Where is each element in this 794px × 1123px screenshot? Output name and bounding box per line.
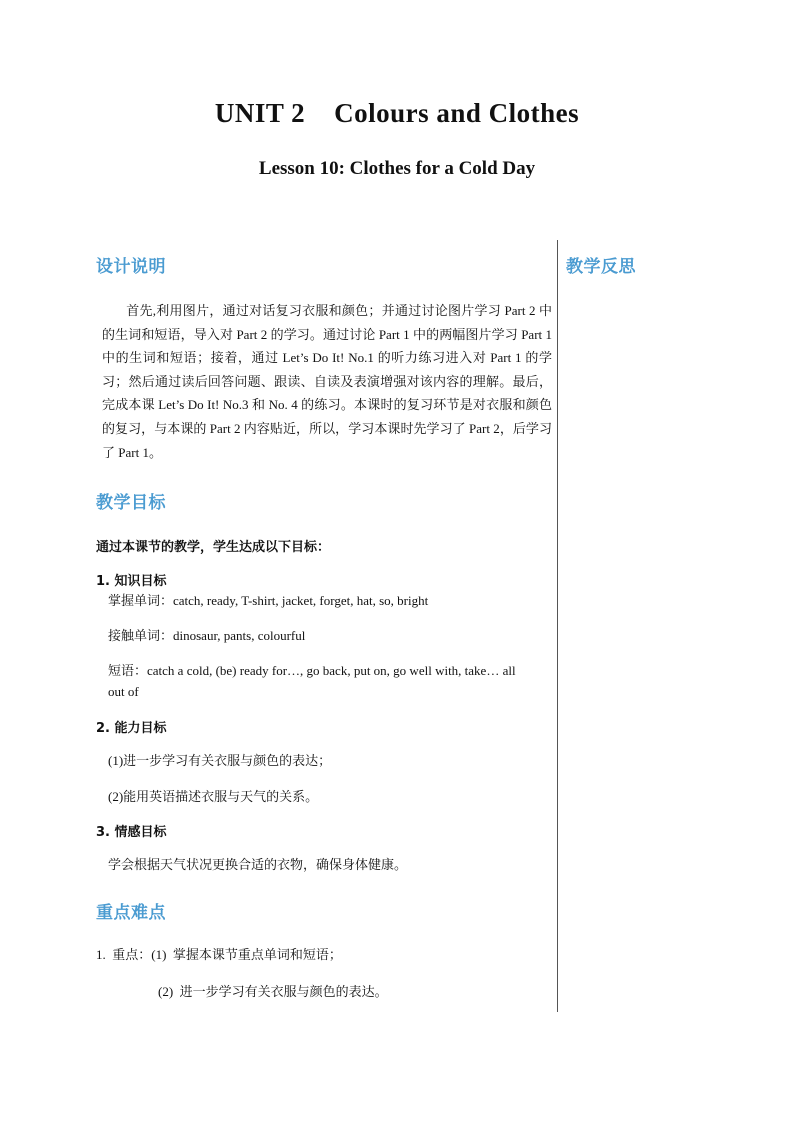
key-points-heading: 重点难点 [96,903,166,923]
emotion-heading: 3. 情感目标 [96,825,167,840]
column-divider [557,240,558,1012]
design-heading: 设计说明 [96,257,166,277]
ability-item-2: (2)能用英语描述衣服与天气的关系。 [108,789,319,804]
knowledge-phrases-line2: out of [108,684,139,699]
ability-item-1: (1)进一步学习有关衣服与颜色的表达； [108,753,332,768]
knowledge-contact: 接触单词：dinosaur, pants, colourful [108,628,306,643]
goals-heading: 教学目标 [96,493,166,513]
emotion-text: 学会根据天气状况更换合适的衣物，确保身体健康。 [108,857,408,872]
design-paragraph [102,299,552,464]
unit-title: UNIT 2 Colours and Clothes [214,98,580,128]
knowledge-heading: 1. 知识目标 [96,574,167,589]
goals-intro: 通过本课节的教学，学生达成以下目标： [96,540,331,555]
knowledge-phrases-line1: 短语：catch a cold, (be) ready for…, go back, put on, go well with, take… all [108,663,516,678]
key-point-1: 1. 重点：(1) 掌握本课节重点单词和短语； [96,947,342,962]
knowledge-master: 掌握单词：catch, ready, T-shirt, jacket, forget, hat, so, bright [108,593,429,608]
key-point-2: (2) 进一步学习有关衣服与颜色的表达。 [158,984,388,999]
ability-heading: 2. 能力目标 [96,721,167,736]
design-paragraph-text: 首先,利用图片，通过对话复习衣服和颜色；并通过讨论图片学习 Part 2 中的生词和短语，导入对 Part 2 的学习。通过讨论 Part 1 中的两幅图片学习 Part 1 中的生词和短语；接着，通过 Let’s Do It! No.1 的听力练习进入对 Part 1 的学习；然后通过读后回答问题、跟读、自读及表演增强对该内容的理解。最后，完成本课 Let’s Do It! No.3 和 No. 4 的练习。本课时的复习环节是对衣服和颜色的复习，与本课的 Part 2 内容贴近，所以，学习本课时先学习了 Part 2，后学习了 Part 1。 [102,303,552,460]
lesson-title: Lesson 10: Clothes for a Cold Day [258,158,536,179]
reflection-heading: 教学反思 [566,257,636,277]
